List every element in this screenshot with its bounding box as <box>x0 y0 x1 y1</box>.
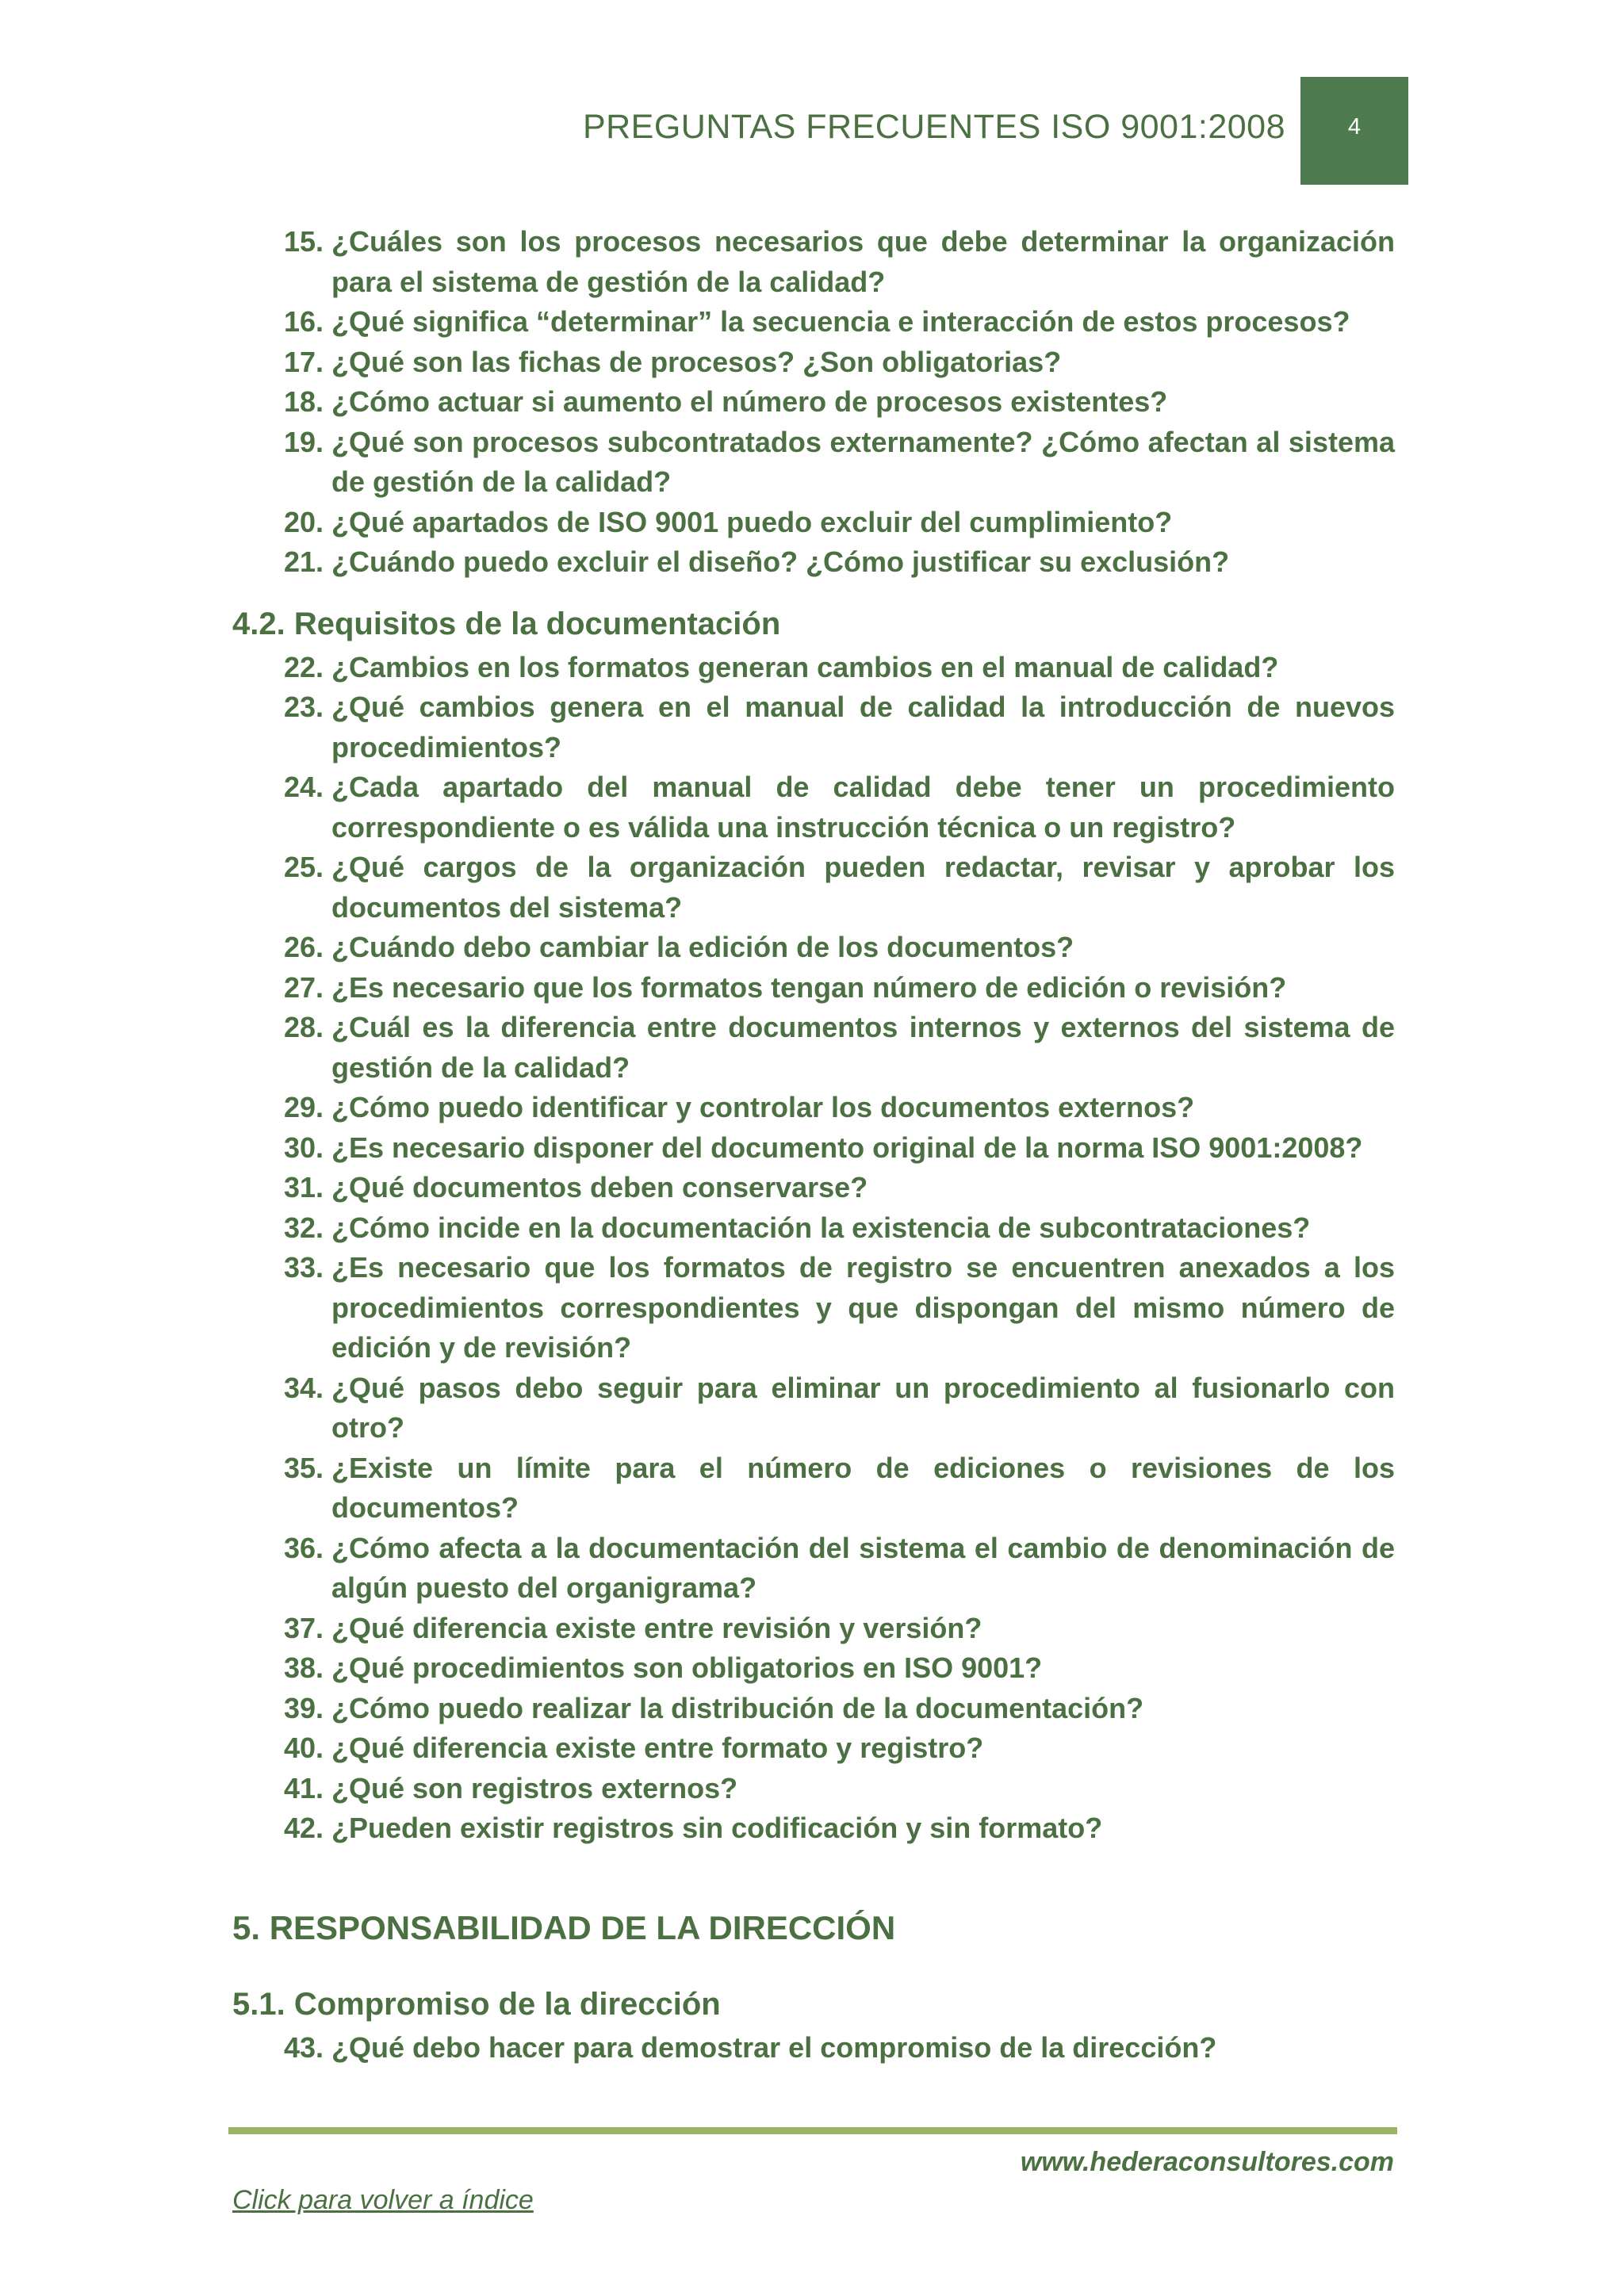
question-item <box>232 222 1395 302</box>
question-number: 43. <box>283 2030 324 2064</box>
question-text: ¿Cómo incide en la documentación la existencia de subcontrataciones? <box>331 1211 1311 1244</box>
question-number: 27. <box>283 970 324 1004</box>
question-number: 39. <box>283 1691 324 1724</box>
footer-website: www.hederaconsultores.com <box>1020 2147 1394 2177</box>
question-text: ¿Cómo afecta a la documentación del sistema el cambio de denominación de algún puesto del organigrama? <box>331 1531 1395 1604</box>
question-text: ¿Qué pasos debo seguir para eliminar un procedimiento al fusionarlo con otro? <box>331 1371 1395 1444</box>
question-number: 23. <box>283 691 324 723</box>
question-item <box>232 1448 1395 1529</box>
question-list-4-1 <box>232 222 1395 583</box>
question-item <box>232 687 1395 767</box>
question-item <box>232 1128 1395 1169</box>
question-text: ¿Es necesario disponer del documento original de la norma ISO 9001:2008? <box>331 1131 1363 1164</box>
question-item <box>232 1769 1395 1809</box>
question-number: 19. <box>283 425 324 458</box>
subsection-heading-5-1: 5.1. Compromiso de la dirección <box>232 1986 721 2022</box>
question-item <box>232 2028 1395 2068</box>
question-text: ¿Qué son registros externos? <box>331 1771 738 1804</box>
question-text: ¿Qué son procesos subcontratados externamente? ¿Cómo afectan al sistema de gestión de la calidad? <box>331 425 1395 498</box>
question-item <box>232 423 1395 503</box>
question-item <box>232 1088 1395 1128</box>
question-text: ¿Cuál es la diferencia entre documentos internos y externos del sistema de gestión de la calidad? <box>331 1011 1395 1084</box>
question-item <box>232 542 1395 583</box>
question-text: ¿Qué debo hacer para demostrar el compromiso de la dirección? <box>331 2030 1217 2064</box>
page-number-box <box>1300 77 1408 185</box>
question-number: 21. <box>283 545 324 578</box>
question-item <box>232 928 1395 968</box>
document-body <box>232 222 1395 2068</box>
question-text: ¿Cuándo puedo excluir el diseño? ¿Cómo justificar su exclusión? <box>331 545 1230 578</box>
question-text: ¿Qué cargos de la organización pueden redactar, revisar y aprobar los documentos del sistema? <box>331 851 1395 924</box>
question-number: 35. <box>283 1451 324 1484</box>
question-text: ¿Cómo actuar si aumento el número de procesos existentes? <box>331 385 1168 418</box>
question-text: ¿Pueden existir registros sin codificación y sin formato? <box>331 1812 1103 1844</box>
question-number: 18. <box>283 385 324 418</box>
question-number: 15. <box>283 225 324 258</box>
question-item <box>232 1808 1395 1849</box>
question-text: ¿Qué diferencia existe entre formato y registro? <box>331 1732 984 1764</box>
question-item <box>232 968 1395 1008</box>
question-item <box>232 648 1395 688</box>
question-number: 34. <box>283 1371 324 1404</box>
question-text: ¿Qué cambios genera en el manual de calidad la introducción de nuevos procedimientos? <box>331 691 1395 763</box>
question-text: ¿Cuáles son los procesos necesarios que debe determinar la organización para el sistema de gestión de la calidad? <box>331 225 1395 298</box>
question-item <box>232 1529 1395 1609</box>
question-number: 40. <box>283 1732 324 1764</box>
question-number: 28. <box>283 1011 324 1043</box>
question-list-5-1 <box>232 2028 1395 2068</box>
question-number: 24. <box>283 771 324 803</box>
question-item <box>232 1648 1395 1689</box>
section-heading-5: 5. RESPONSABILIDAD DE LA DIRECCIÓN <box>232 1908 896 1946</box>
question-number: 26. <box>283 931 324 963</box>
question-item <box>232 767 1395 848</box>
question-item <box>232 1248 1395 1368</box>
subsection-heading-4-2: 4.2. Requisitos de la documentación <box>232 606 781 641</box>
question-number: 36. <box>283 1531 324 1564</box>
question-item <box>232 1208 1395 1249</box>
question-number: 20. <box>283 505 324 538</box>
footer-divider <box>228 2127 1397 2134</box>
question-item <box>232 382 1395 423</box>
question-number: 25. <box>283 851 324 883</box>
question-number: 32. <box>283 1211 324 1244</box>
question-item <box>232 342 1395 383</box>
document-header-title: PREGUNTAS FRECUENTES ISO 9001:2008 <box>582 108 1285 146</box>
question-number: 16. <box>283 305 324 338</box>
back-to-index-link[interactable]: Click para volver a índice <box>232 2185 534 2215</box>
question-text: ¿Qué significa “determinar” la secuencia e interacción de estos procesos? <box>331 305 1350 338</box>
page-number: 4 <box>1347 113 1362 140</box>
question-text: ¿Cuándo debo cambiar la edición de los documentos? <box>331 931 1074 963</box>
question-text: ¿Cómo puedo realizar la distribución de la documentación? <box>331 1691 1144 1724</box>
question-item <box>232 1689 1395 1729</box>
question-item <box>232 1609 1395 1649</box>
question-item <box>232 302 1395 342</box>
question-text: ¿Qué procedimientos son obligatorios en ISO 9001? <box>331 1651 1043 1684</box>
question-text: ¿Qué documentos deben conservarse? <box>331 1171 868 1203</box>
question-text: ¿Qué diferencia existe entre revisión y versión? <box>331 1611 982 1644</box>
question-number: 30. <box>283 1131 324 1164</box>
question-text: ¿Cómo puedo identificar y controlar los documentos externos? <box>331 1091 1195 1123</box>
question-number: 17. <box>283 345 324 378</box>
question-number: 22. <box>283 650 324 683</box>
question-list-4-2 <box>232 648 1395 1849</box>
question-number: 41. <box>283 1771 324 1804</box>
question-item <box>232 1168 1395 1208</box>
question-item <box>232 848 1395 928</box>
question-item <box>232 503 1395 543</box>
question-text: ¿Es necesario que los formatos tengan número de edición o revisión? <box>331 970 1287 1004</box>
question-text: ¿Cambios en los formatos generan cambios en el manual de calidad? <box>331 650 1279 683</box>
question-text: ¿Qué son las fichas de procesos? ¿Son obligatorias? <box>331 345 1062 378</box>
question-number: 31. <box>283 1171 324 1203</box>
question-item <box>232 1368 1395 1448</box>
question-number: 42. <box>283 1812 324 1844</box>
question-text: ¿Es necesario que los formatos de registro se encuentren anexados a los procedimientos correspondientes y que dispongan del mismo número de edición y de revisión? <box>331 1251 1395 1364</box>
question-number: 33. <box>283 1251 324 1284</box>
question-number: 38. <box>283 1651 324 1684</box>
question-number: 29. <box>283 1091 324 1123</box>
question-item <box>232 1728 1395 1769</box>
question-number: 37. <box>283 1611 324 1644</box>
question-text: ¿Qué apartados de ISO 9001 puedo excluir del cumplimiento? <box>331 505 1173 538</box>
question-item <box>232 1008 1395 1088</box>
question-text: ¿Cada apartado del manual de calidad debe tener un procedimiento correspondiente o es válida una instrucción técnica o un registro? <box>331 771 1395 844</box>
question-text: ¿Existe un límite para el número de ediciones o revisiones de los documentos? <box>331 1451 1395 1524</box>
